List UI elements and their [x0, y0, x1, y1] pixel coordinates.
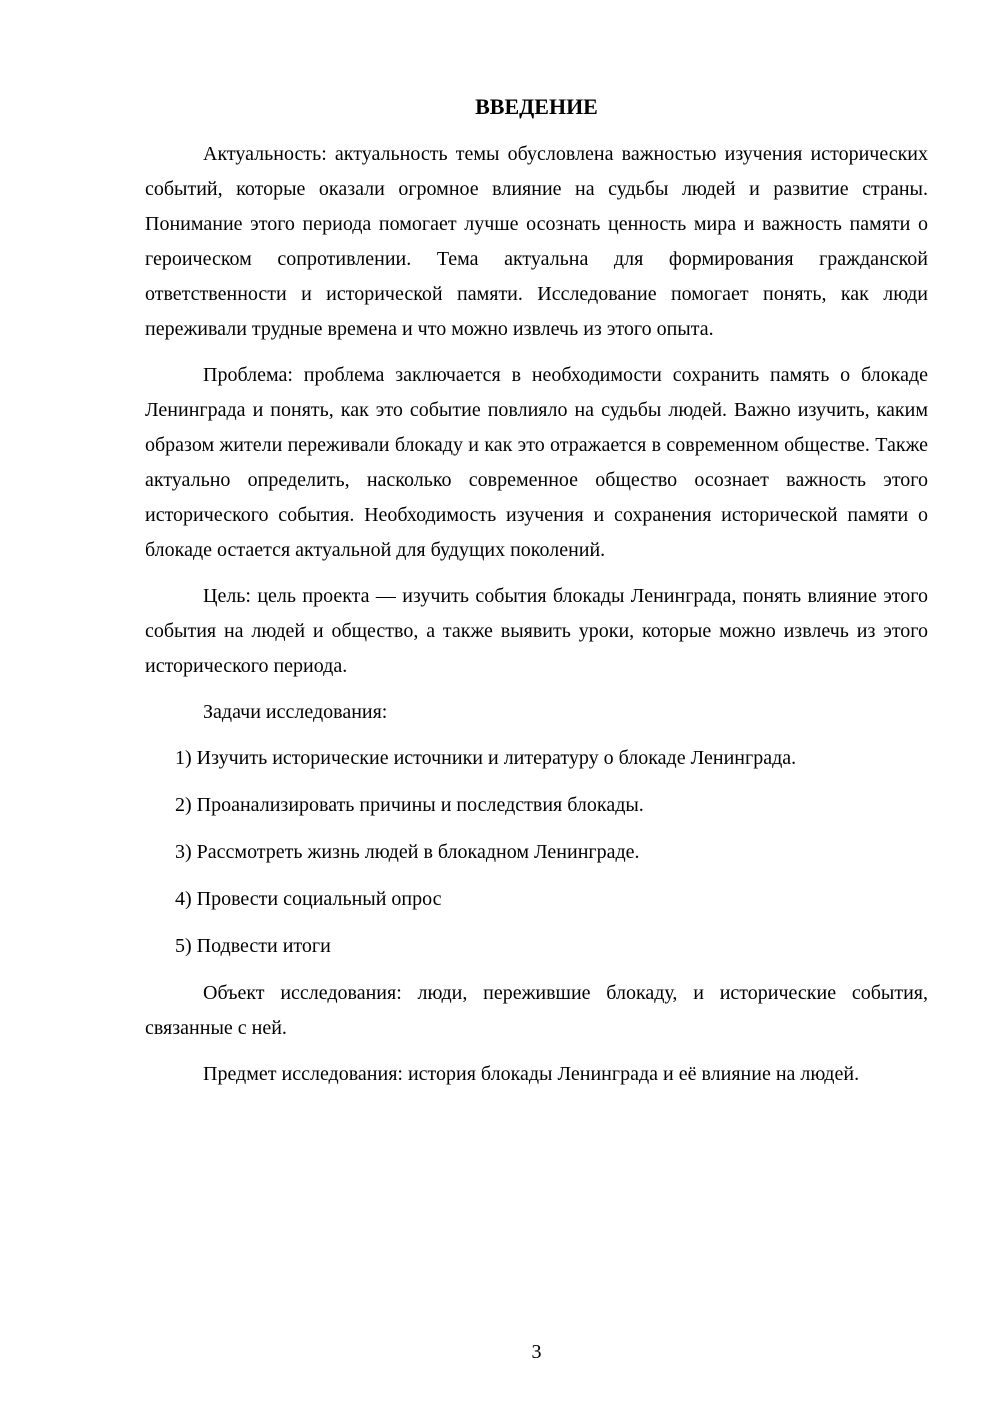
paragraph-subject: Предмет исследования: история блокады Ленинграда и её влияние на людей.	[203, 1063, 860, 1085]
task-item-2: 2) Проанализировать причины и последствия блокады.	[175, 794, 644, 816]
paragraph-problem: Проблема: проблема заключается в необходимости сохранить память о блокаде Ленинграда и понять, как это событие повлияло на судьбы людей. Важно изучить, каким образом жители переживали блокаду и как это отражается в современном обществе. Также актуально определить, насколько современное общество осознает важность этого исторического события. Необходимость изучения и сохранения исторической памяти о блокаде остается актуальной для будущих поколений.	[145, 364, 928, 561]
task-item-4: 4) Провести социальный опрос	[175, 888, 442, 910]
paragraph-goal: Цель: цель проекта — изучить события блокады Ленинграда, понять влияние этого события на людей и общество, а также выявить уроки, которые можно извлечь из этого исторического периода.	[145, 585, 928, 677]
task-item-3: 3) Рассмотреть жизнь людей в блокадном Ленинграде.	[175, 841, 640, 863]
task-item-1: 1) Изучить исторические источники и литературу о блокаде Ленинграда.	[175, 747, 797, 769]
tasks-heading: Задачи исследования:	[203, 701, 388, 723]
paragraph-object: Объект исследования: люди, пережившие блокаду, и исторические события, связанные с ней.	[145, 982, 928, 1039]
section-title: ВВЕДЕНИЕ	[475, 94, 598, 119]
paragraph-actuality: Актуальность: актуальность темы обусловлена важностью изучения исторических событий, которые оказали огромное влияние на судьбы людей и развитие страны. Понимание этого периода помогает лучше осознать ценность мира и важность памяти о героическом сопротивлении. Тема актуальна для формирования гражданской ответственности и исторической памяти. Исследование помогает понять, как люди переживали трудные времена и что можно извлечь из этого опыта.	[145, 143, 928, 340]
task-item-5: 5) Подвести итоги	[175, 935, 331, 957]
page-number: 3	[531, 1341, 542, 1363]
